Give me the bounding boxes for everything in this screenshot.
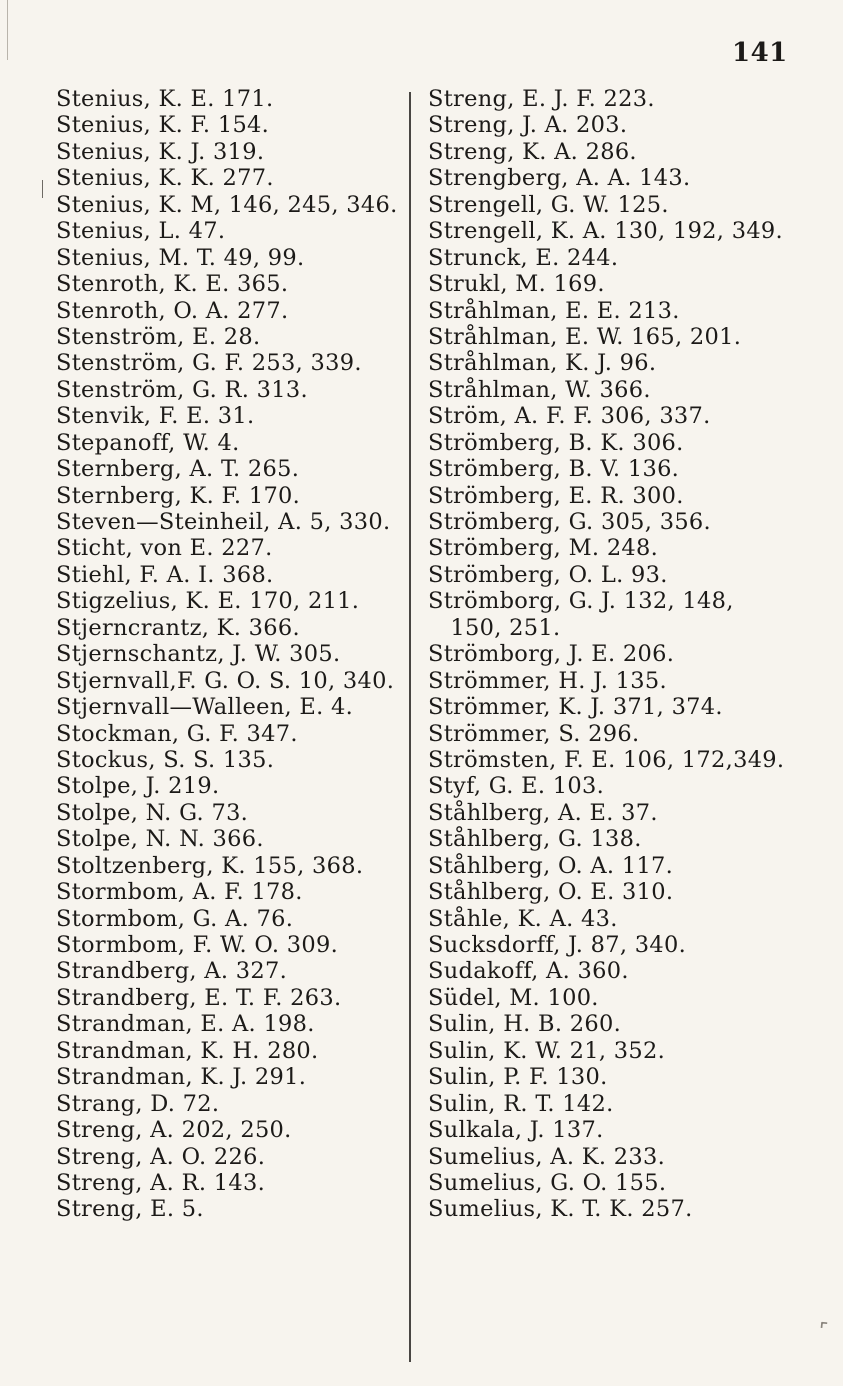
index-entry: Stenius, K. E. 171. bbox=[56, 86, 274, 112]
index-entry: Strandman, K. J. 291. bbox=[56, 1064, 307, 1091]
index-entry: Streng, K. A. 286. bbox=[428, 138, 637, 165]
right-column bbox=[428, 86, 838, 1223]
index-entry: Strömmer, H. J. 135. bbox=[428, 667, 667, 694]
index-entry: Strang, D. 72. bbox=[56, 1090, 220, 1117]
index-entry: Stråhlman, K. J. 96. bbox=[428, 350, 657, 377]
index-entry: Südel, M. 100. bbox=[428, 984, 599, 1011]
index-entry: Strandberg, E. T. F. 263. bbox=[56, 984, 342, 1011]
index-entry: Strömberg, O. L. 93. bbox=[428, 561, 668, 588]
index-entry: Stormbom, F. W. O. 309. bbox=[56, 932, 339, 958]
index-entry: Stigzelius, K. E. 170, 211. bbox=[56, 588, 360, 615]
index-entry: Sternberg, A. T. 265. bbox=[56, 456, 300, 483]
index-entry: Stjernvall,F. G. O. S. 10, 340. bbox=[56, 667, 395, 694]
index-entry: Stoltzenberg, K. 155, 368. bbox=[56, 852, 364, 879]
index-entry: Strömsten, F. E. 106, 172,349. bbox=[428, 746, 785, 773]
index-entry: Streng, J. A. 203. bbox=[428, 112, 628, 139]
index-entry: Streng, A. O. 226. bbox=[56, 1143, 266, 1170]
index-entry: Strandberg, A. 327. bbox=[56, 958, 288, 985]
index-entry: Sulin, K. W. 21, 352. bbox=[428, 1037, 666, 1064]
index-entry: Streng, E. J. F. 223. bbox=[428, 86, 655, 112]
left-column bbox=[56, 86, 456, 1223]
index-entry: Stockman, G. F. 347. bbox=[56, 720, 298, 747]
index-entry: Stenvik, F. E. 31. bbox=[56, 403, 255, 430]
index-entry: Sudakoff, A. 360. bbox=[428, 958, 629, 985]
index-entry: Stenius, K. K. 277. bbox=[56, 165, 274, 192]
index-entry: Ståhlberg, O. A. 117. bbox=[428, 852, 674, 879]
index-entry: Stormbom, A. F. 178. bbox=[56, 879, 303, 906]
index-entry: Strengell, K. A. 130, 192, 349. bbox=[428, 218, 783, 245]
index-entry: Ståhlberg, G. 138. bbox=[428, 826, 642, 853]
index-entry: Streng, A. 202, 250. bbox=[56, 1117, 292, 1144]
index-entry: Ståhlberg, A. E. 37. bbox=[428, 799, 658, 826]
index-entry: Streng, E. 5. bbox=[56, 1196, 204, 1223]
index-entry: Strömberg, B. V. 136. bbox=[428, 456, 680, 483]
index-entry: Stenius, K. M, 146, 245, 346. bbox=[56, 191, 398, 218]
index-entry: Strömmer, S. 296. bbox=[428, 720, 640, 747]
index-entry: Strömborg, G. J. 132, 148, bbox=[428, 588, 734, 615]
index-entry: Stråhlman, E. E. 213. bbox=[428, 297, 680, 324]
index-entry: Stjernschantz, J. W. 305. bbox=[56, 641, 341, 668]
index-entry: Ståhle, K. A. 43. bbox=[428, 905, 618, 932]
index-entry: Stenroth, K. E. 365. bbox=[56, 271, 289, 298]
index-entry: Stepanoff, W. 4. bbox=[56, 429, 240, 456]
index-entry: Stenström, G. F. 253, 339. bbox=[56, 350, 362, 377]
index-entry: Stenius, K. J. 319. bbox=[56, 138, 265, 165]
index-entry: Stenroth, O. A. 277. bbox=[56, 297, 289, 324]
index-entry: Sternberg, K. F. 170. bbox=[56, 482, 301, 509]
index-entry: Stiehl, F. A. I. 368. bbox=[56, 561, 274, 588]
index-entry: Styf, G. E. 103. bbox=[428, 773, 605, 800]
index-entry: Sumelius, K. T. K. 257. bbox=[428, 1196, 693, 1223]
index-entry: Steven—Steinheil, A. 5, 330. bbox=[56, 509, 391, 535]
index-entry: Sulkala, J. 137. bbox=[428, 1117, 604, 1144]
index-entry: Strandman, E. A. 198. bbox=[56, 1011, 315, 1038]
index-entry: Stjerncrantz, K. 366. bbox=[56, 614, 300, 641]
index-entry: Strengberg, A. A. 143. bbox=[428, 165, 691, 192]
index-entry: Stråhlman, W. 366. bbox=[428, 376, 651, 403]
index-entry: Ström, A. F. F. 306, 337. bbox=[428, 403, 711, 430]
corner-mark: ⌃ bbox=[812, 1313, 841, 1343]
index-entry: Stolpe, N. G. 73. bbox=[56, 799, 249, 826]
column-divider bbox=[409, 92, 411, 1362]
index-entry: Strömberg, B. K. 306. bbox=[428, 429, 684, 456]
index-entry: Stenius, K. F. 154. bbox=[56, 112, 270, 139]
index-entry: 150, 251. bbox=[428, 614, 561, 641]
index-entry: Sulin, R. T. 142. bbox=[428, 1090, 614, 1117]
index-entry: Strömberg, M. 248. bbox=[428, 535, 659, 562]
index-entry: Stenius, M. T. 49, 99. bbox=[56, 244, 305, 271]
index-entry: Sticht, von E. 227. bbox=[56, 535, 273, 562]
index-entry: Strömmer, K. J. 371, 374. bbox=[428, 694, 723, 721]
margin-mark bbox=[42, 180, 43, 198]
index-entry: Stolpe, J. 219. bbox=[56, 773, 220, 800]
index-entry: Strunck, E. 244. bbox=[428, 244, 619, 271]
index-entry: Sumelius, A. K. 233. bbox=[428, 1143, 666, 1170]
index-entry: Strukl, M. 169. bbox=[428, 271, 605, 298]
index-entry: Sucksdorff, J. 87, 340. bbox=[428, 932, 687, 958]
index-entry: Stråhlman, E. W. 165, 201. bbox=[428, 323, 742, 350]
index-entry: Stenius, L. 47. bbox=[56, 218, 226, 245]
index-entry: Sumelius, G. O. 155. bbox=[428, 1169, 667, 1196]
index-entry: Streng, A. R. 143. bbox=[56, 1169, 266, 1196]
index-entry: Stormbom, G. A. 76. bbox=[56, 905, 294, 932]
index-entry: Sulin, H. B. 260. bbox=[428, 1011, 622, 1038]
index-entry: Strömborg, J. E. 206. bbox=[428, 641, 675, 668]
index-entry: Stenström, E. 28. bbox=[56, 323, 261, 350]
page-number: 141 bbox=[732, 38, 788, 68]
index-entry: Strömberg, E. R. 300. bbox=[428, 482, 684, 509]
index-entry: Strandman, K. H. 280. bbox=[56, 1037, 319, 1064]
index-entry: Sulin, P. F. 130. bbox=[428, 1064, 608, 1091]
index-entry: Stockus, S. S. 135. bbox=[56, 746, 275, 773]
index-entry: Strengell, G. W. 125. bbox=[428, 191, 669, 218]
index-entry: Stolpe, N. N. 366. bbox=[56, 826, 264, 853]
index-entry: Ståhlberg, O. E. 310. bbox=[428, 879, 674, 906]
index-entry: Stjernvall—Walleen, E. 4. bbox=[56, 694, 354, 721]
page-edge-line bbox=[7, 0, 8, 60]
index-entry: Stenström, G. R. 313. bbox=[56, 376, 308, 403]
index-entry: Strömberg, G. 305, 356. bbox=[428, 509, 711, 535]
